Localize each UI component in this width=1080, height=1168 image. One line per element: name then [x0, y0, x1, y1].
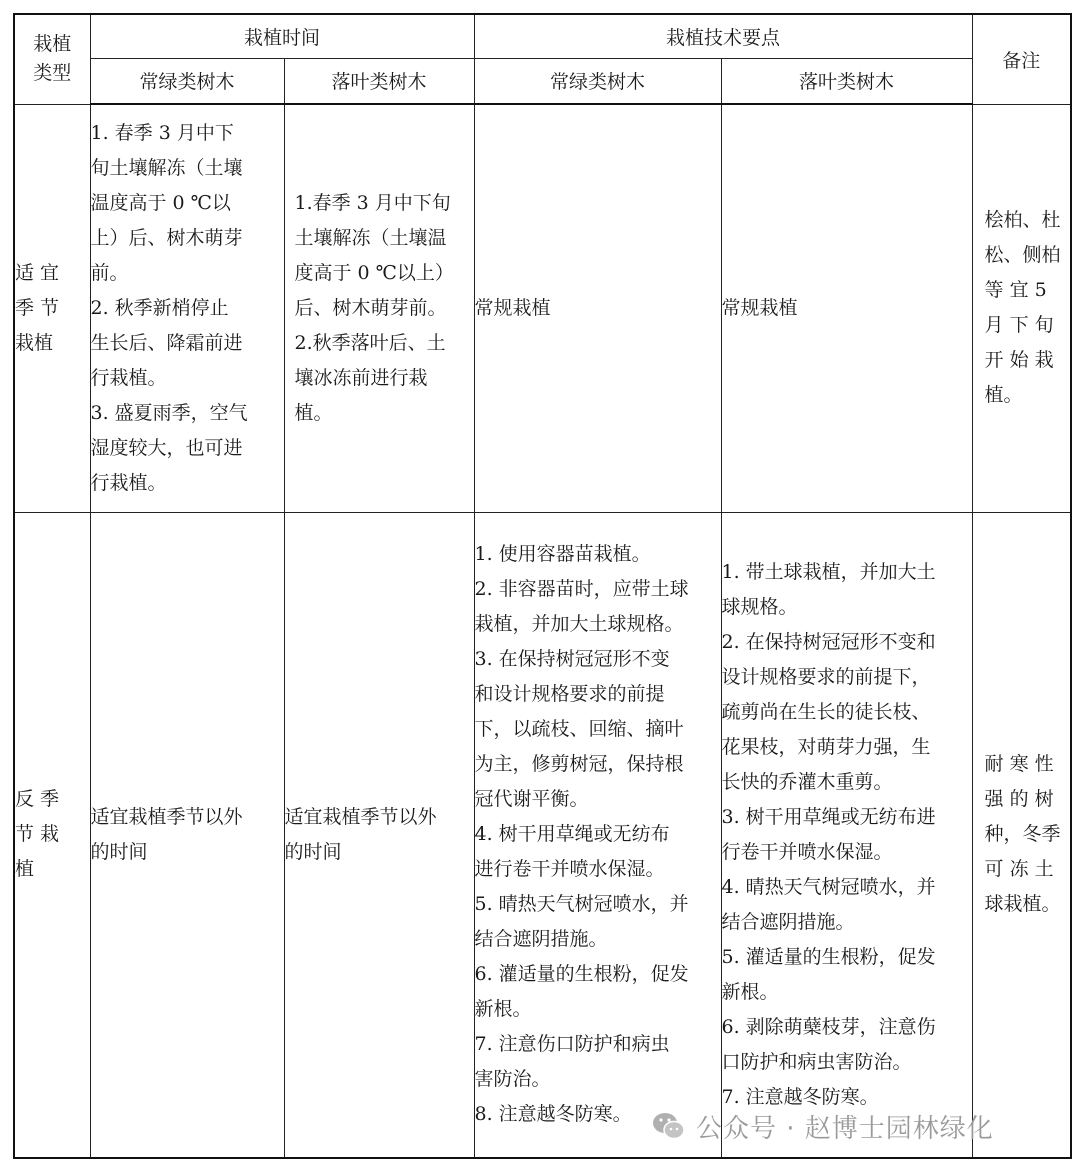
- cell-line: 2.秋季落叶后、土: [294, 331, 446, 354]
- cell-line: 松、侧柏: [984, 244, 1061, 266]
- cell-line: 等 宜 5: [984, 279, 1047, 301]
- cell-line: 6. 灌适量的生根粉，促发: [474, 963, 689, 986]
- cell-line: 强 的 树: [984, 788, 1054, 811]
- cell-line: 2. 非容器苗时，应带土球: [474, 578, 689, 601]
- cell-line: 结合遮阴措施。: [474, 928, 608, 951]
- note-cell: [972, 512, 1071, 1158]
- cell-line: 温度高于 0 ℃以: [90, 191, 231, 214]
- cell-line: 5. 晴热天气树冠喷水，并: [474, 893, 689, 916]
- table-row: [14, 104, 1071, 512]
- cell-line: 和设计规格要求的前提: [474, 683, 665, 706]
- header-time-deciduous: 落叶类树木: [284, 58, 474, 104]
- cell-line: 生长后、降霜前进: [90, 331, 243, 354]
- cell-line: 6. 剥除萌蘖枝芽，注意伤: [721, 1015, 936, 1038]
- cell-line: 4. 晴热天气树冠喷水，并: [721, 875, 936, 898]
- cell-line: 适宜栽植季节以外: [90, 805, 243, 828]
- cell-line: 植。: [984, 384, 1023, 406]
- cell-line: 3. 树干用草绳或无纺布进: [721, 805, 936, 828]
- header-type-cell: [14, 14, 90, 104]
- row-type-line: 反 季: [15, 788, 60, 811]
- watermark: [652, 1106, 994, 1146]
- cell-line: 行栽植。: [90, 471, 167, 494]
- row-type-line: 适 宜: [15, 261, 60, 284]
- cell-line: 口防护和病虫害防治。: [721, 1050, 912, 1073]
- time-deciduous-cell: [284, 512, 474, 1158]
- cell-line: 新根。: [474, 998, 532, 1021]
- wechat-icon: [652, 1111, 686, 1141]
- header-time-group: 栽植时间: [90, 14, 474, 58]
- row-type-cell: [14, 104, 90, 512]
- cell-line: 2. 秋季新梢停止: [90, 296, 229, 319]
- time-deciduous-cell: [284, 104, 474, 512]
- cell-line: 结合遮阴措施。: [721, 910, 855, 933]
- row-type-line: 植: [15, 858, 35, 881]
- cell-line: 为主，修剪树冠，保持根: [474, 753, 684, 776]
- header-row-1: [14, 14, 1071, 58]
- cell-line: 耐 寒 性: [984, 753, 1054, 776]
- cell-line: 土壤解冻（土壤温: [294, 226, 447, 249]
- note-cell: [972, 104, 1071, 512]
- cell-line: 疏剪尚在生长的徒长枝、: [721, 700, 931, 723]
- cell-line: 1. 春季 3 月中下: [90, 121, 234, 144]
- cell-line: 湿度较大，也可进: [90, 436, 243, 459]
- cell-line: 新根。: [721, 980, 779, 1003]
- cell-line: 1. 带土球栽植，并加大土: [721, 560, 936, 583]
- cell-line: 进行卷干并喷水保湿。: [474, 858, 665, 881]
- cell-line: 壤冰冻前进行栽: [294, 366, 428, 389]
- cell-line: 旬土壤解冻（土壤: [90, 156, 243, 179]
- cell-line: 7. 注意越冬防寒。: [721, 1085, 879, 1108]
- cell-line: 1.春季 3 月中下旬: [294, 191, 451, 214]
- cell-line: 7. 注意伤口防护和病虫: [474, 1033, 670, 1056]
- cell-line: 适宜栽植季节以外: [284, 805, 437, 828]
- cell-line: 植。: [294, 401, 333, 424]
- tech-deciduous-cell: [721, 104, 972, 512]
- time-evergreen-cell: [90, 104, 284, 512]
- cell-line: 球栽植。: [984, 893, 1061, 916]
- header-type-line-1: 栽植: [33, 33, 72, 56]
- cell-line: 8. 注意越冬防寒。: [474, 1103, 632, 1126]
- cell-line: 长快的乔灌木重剪。: [721, 770, 893, 793]
- watermark-text: 公众号 · 赵博士园林绿化: [696, 1113, 994, 1144]
- cell-line: 球规格。: [721, 595, 798, 618]
- header-tech-evergreen: 常绿类树木: [474, 58, 721, 104]
- cell-line: 前。: [90, 261, 129, 284]
- cell-line: 栽植，并加大土球规格。: [474, 613, 684, 636]
- cell-line: 开 始 栽: [984, 349, 1054, 371]
- header-time-evergreen: 常绿类树木: [90, 58, 284, 104]
- cell-line: 3. 在保持树冠冠形不变: [474, 648, 670, 671]
- cell-line: 5. 灌适量的生根粉，促发: [721, 945, 936, 968]
- row-type-cell: [14, 512, 90, 1158]
- tech-evergreen-cell: [474, 104, 721, 512]
- header-tech-group: 栽植技术要点: [474, 14, 972, 58]
- cell-line: 1. 使用容器苗栽植。: [474, 543, 651, 566]
- cell-line: 下，以疏枝、回缩、摘叶: [474, 718, 684, 741]
- cell-line: 度高于 0 ℃以上）: [294, 261, 454, 284]
- cell-line: 2. 在保持树冠冠形不变和: [721, 630, 936, 653]
- cell-line: 后、树木萌芽前。: [294, 296, 447, 319]
- cell-line: 冠代谢平衡。: [474, 788, 589, 811]
- cell-line: 4. 树干用草绳或无纺布: [474, 823, 670, 846]
- header-tech-deciduous: 落叶类树木: [721, 58, 972, 104]
- cell-line: 3. 盛夏雨季，空气: [90, 401, 248, 424]
- cell-line: 的时间: [284, 840, 342, 863]
- cell-line: 月 下 旬: [984, 314, 1054, 336]
- cell-line: 行卷干并喷水保湿。: [721, 840, 893, 863]
- time-evergreen-cell: [90, 512, 284, 1158]
- header-type-line-2: 类型: [33, 62, 72, 85]
- cell-line: 的时间: [90, 840, 148, 863]
- cell-line: 花果枝，对萌芽力强，生: [721, 735, 931, 758]
- cell-line: 常规栽植: [721, 296, 798, 319]
- header-row-2: [14, 58, 1071, 104]
- row-type-line: 栽植: [15, 331, 54, 354]
- cell-line: 常规栽植: [474, 296, 551, 319]
- cell-line: 可 冻 土: [984, 858, 1054, 881]
- tech-evergreen-cell: [474, 512, 721, 1158]
- cell-line: 种，冬季: [984, 823, 1061, 846]
- cell-line: 害防治。: [474, 1068, 551, 1091]
- cell-line: 行栽植。: [90, 366, 167, 389]
- table-row: [14, 512, 1071, 1158]
- header-note: 备注: [972, 14, 1071, 104]
- cell-line: 设计规格要求的前提下，: [721, 665, 931, 688]
- cell-line: 桧柏、杜: [984, 209, 1061, 231]
- tech-deciduous-cell: [721, 512, 972, 1158]
- planting-table: [13, 13, 1072, 1159]
- row-type-line: 节 栽: [15, 823, 60, 846]
- cell-line: 上）后、树木萌芽: [90, 226, 243, 249]
- row-type-line: 季 节: [15, 296, 60, 319]
